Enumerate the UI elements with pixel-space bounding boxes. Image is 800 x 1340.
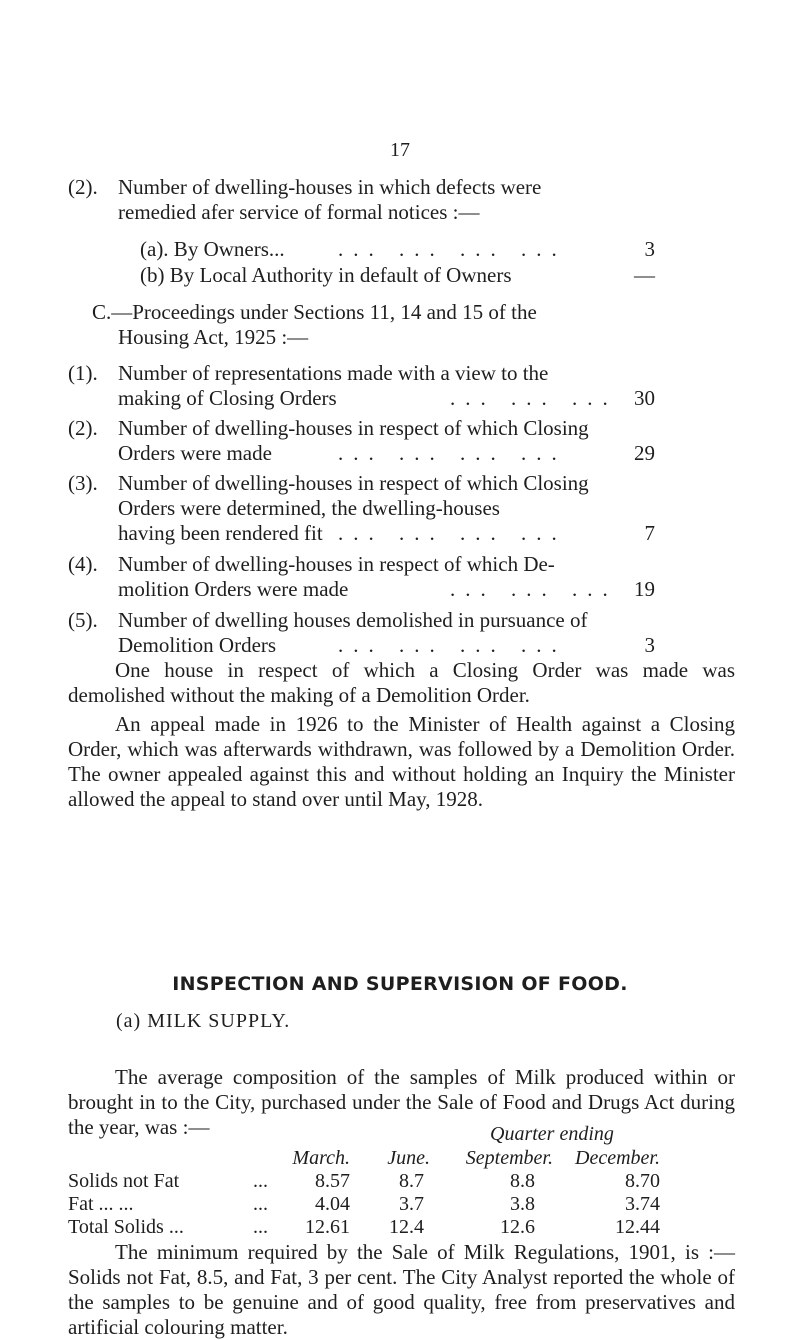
milk-composition-table (68, 1147, 660, 1239)
item-text-line: Orders were made (118, 441, 272, 465)
item-text-line: molition Orders were made (118, 577, 349, 601)
row-label: Fat ... ... (68, 1193, 134, 1215)
page-number: 17 (390, 139, 410, 161)
paragraph: One house in respect of which a Closing Order was made was demolished without the making of a Demolition Order. (68, 658, 735, 707)
table-cell: 12.44 (615, 1216, 660, 1238)
item-value: 30 (634, 386, 655, 410)
table-cell: 3.74 (625, 1193, 660, 1215)
column-header: March. (292, 1147, 350, 1169)
table-row (68, 1216, 660, 1239)
subsection-title: (a) MILK SUPPLY. (116, 1010, 291, 1032)
item-number: (2). (68, 416, 98, 440)
paragraph: The minimum required by the Sale of Milk Regulations, 1901, is :—Solids not Fat, 8.5, and Fat, 3 per cent. The City Analyst reported the whole of the samples to be genuine and of good quality, free from preservatives and artificial colouring matter. (68, 1240, 735, 1339)
table-header-row (68, 1147, 660, 1170)
item-text-line: Number of dwelling-houses in respect of which De- (118, 552, 555, 576)
item-number: (4). (68, 552, 98, 576)
section-heading: C.—Proceedings under Sections 11, 14 and 15 of the (92, 300, 537, 324)
table-cell: 4.04 (315, 1193, 350, 1215)
item-text-line: Number of representations made with a view to the (118, 361, 549, 385)
row-label: Total Solids ... (68, 1216, 184, 1238)
item-text-line: Number of dwelling-houses in respect of which Closing (118, 471, 589, 495)
leader-dots: ... ... ... ... (338, 441, 567, 465)
sub-item-label: (b) By Local Authority in default of Owners (140, 263, 512, 287)
table-cell: 12.61 (305, 1216, 350, 1238)
section-heading-cont: Housing Act, 1925 :— (118, 325, 309, 349)
row-dots: ... (253, 1170, 268, 1192)
item-text-line: Number of dwelling-houses in respect of which Closing (118, 416, 589, 440)
table-group-header: Quarter ending (490, 1123, 614, 1145)
leader-dots: ... ... ... (450, 386, 618, 410)
table-row (68, 1193, 660, 1216)
item-value: 29 (634, 441, 655, 465)
item-value: 7 (644, 521, 655, 545)
table-cell: 3.8 (510, 1193, 535, 1215)
item-text-line: Number of dwelling-houses in which defects were (118, 175, 542, 199)
item-value: 19 (634, 577, 655, 601)
sub-item-label: (a). By Owners... (140, 237, 285, 261)
row-dots: ... (253, 1216, 268, 1238)
table-cell: 12.6 (500, 1216, 535, 1238)
item-text-line: Orders were determined, the dwelling-houses (118, 496, 500, 520)
table-cell: 3.7 (399, 1193, 424, 1215)
item-number: (3). (68, 471, 98, 495)
column-header: December. (575, 1147, 660, 1169)
item-text-line: Demolition Orders (118, 633, 277, 657)
table-cell: 8.7 (399, 1170, 424, 1192)
column-header: September. (465, 1147, 553, 1169)
section-title: INSPECTION AND SUPERVISION OF FOOD. (172, 973, 628, 995)
leader-dots: ... ... ... (450, 577, 618, 601)
table-row (68, 1170, 660, 1193)
item-number: (1). (68, 361, 98, 385)
item-text-line: making of Closing Orders (118, 386, 337, 410)
item-number: (2). (68, 175, 98, 199)
paragraph: An appeal made in 1926 to the Minister of Health against a Closing Order, which was afterwards withdrawn, was followed by a Demolition Order. The owner appealed against this and without holding an Inquiry the Minister allowed the appeal to stand over until May, 1928. (68, 712, 735, 811)
leader-dots: ... ... ... ... (338, 237, 567, 261)
sub-item-value: — (634, 263, 655, 287)
leader-dots: ... ... ... ... (338, 633, 567, 657)
table-cell: 8.70 (625, 1170, 660, 1192)
table-cell: 8.8 (510, 1170, 535, 1192)
item-text-line: Number of dwelling houses demolished in pursuance of (118, 608, 588, 632)
table-cell: 12.4 (389, 1216, 424, 1238)
table-cell: 8.57 (315, 1170, 350, 1192)
row-dots: ... (253, 1193, 268, 1215)
paragraph: The average composition of the samples of Milk produced within or brought in to the City, purchased under the Sale of Food and Drugs Act during the year, was :— (68, 1065, 735, 1139)
leader-dots: ... ... ... ... (338, 521, 567, 545)
item-value: 3 (644, 633, 655, 657)
sub-item-value: 3 (644, 237, 655, 261)
column-header: June. (387, 1147, 430, 1169)
item-number: (5). (68, 608, 98, 632)
item-text-line: remedied afer service of formal notices :— (118, 200, 480, 224)
row-label: Solids not Fat (68, 1170, 180, 1192)
item-text-line: having been rendered fit (118, 521, 323, 545)
